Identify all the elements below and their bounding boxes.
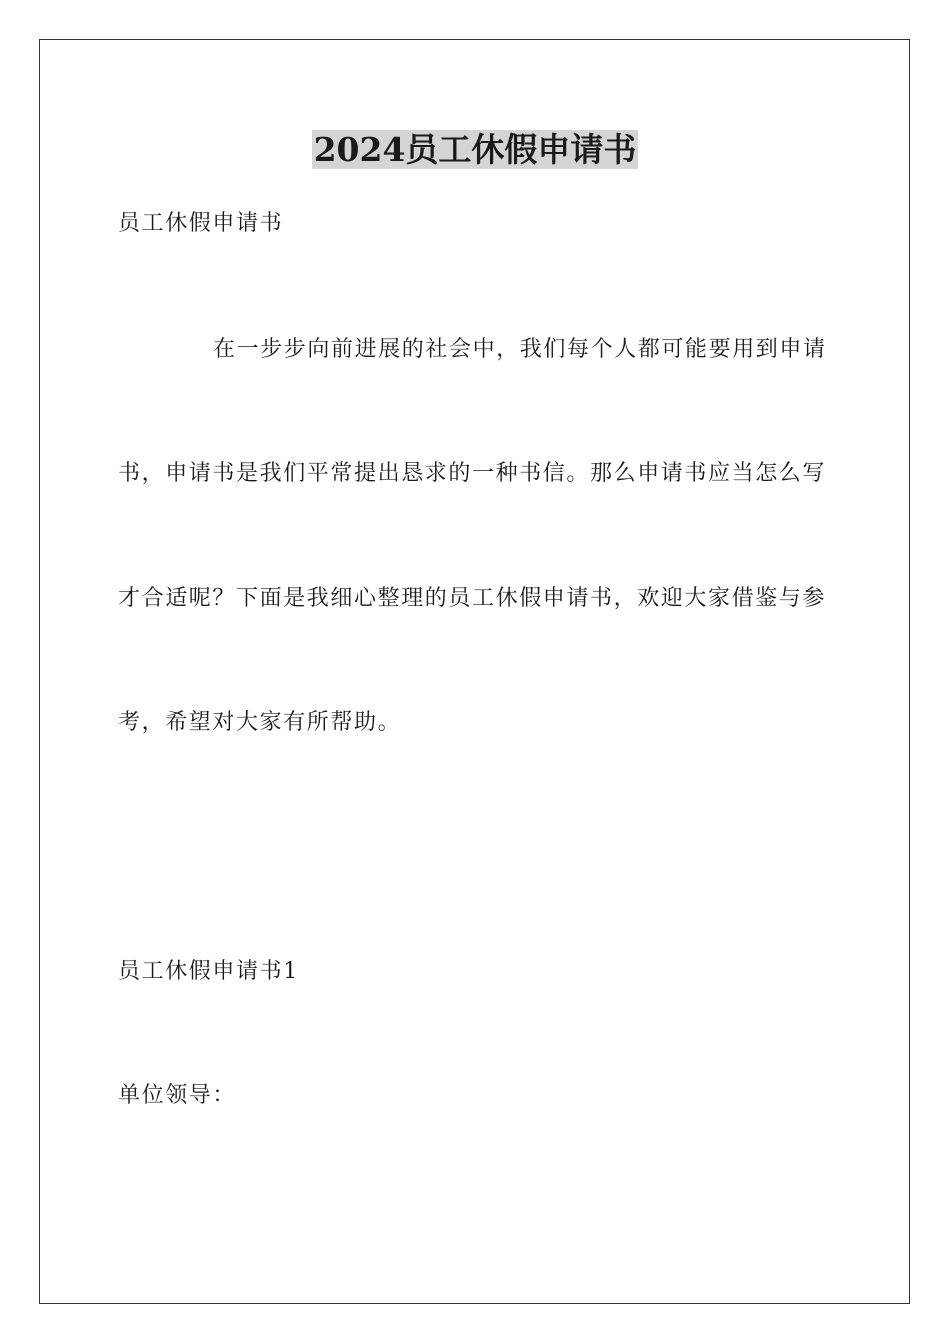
intro-line-1: 在一步步向前进展的社会中，我们每个人都可能要用到申请: [213, 337, 827, 362]
document-title-text: 2024员工休假申请书: [313, 130, 637, 169]
intro-line-2: 书，申请书是我们平常提出恳求的一种书信。那么申请书应当怎么写: [118, 461, 827, 486]
intro-line-4: 考，希望对大家有所帮助。: [118, 710, 402, 735]
section-heading: 员工休假申请书1: [118, 959, 299, 984]
document-title: [0, 128, 950, 172]
document-subtitle: 员工休假申请书: [118, 211, 284, 236]
intro-line-3: 才合适呢？下面是我细心整理的员工休假申请书，欢迎大家借鉴与参: [118, 586, 827, 611]
salutation: 单位领导：: [118, 1083, 237, 1108]
